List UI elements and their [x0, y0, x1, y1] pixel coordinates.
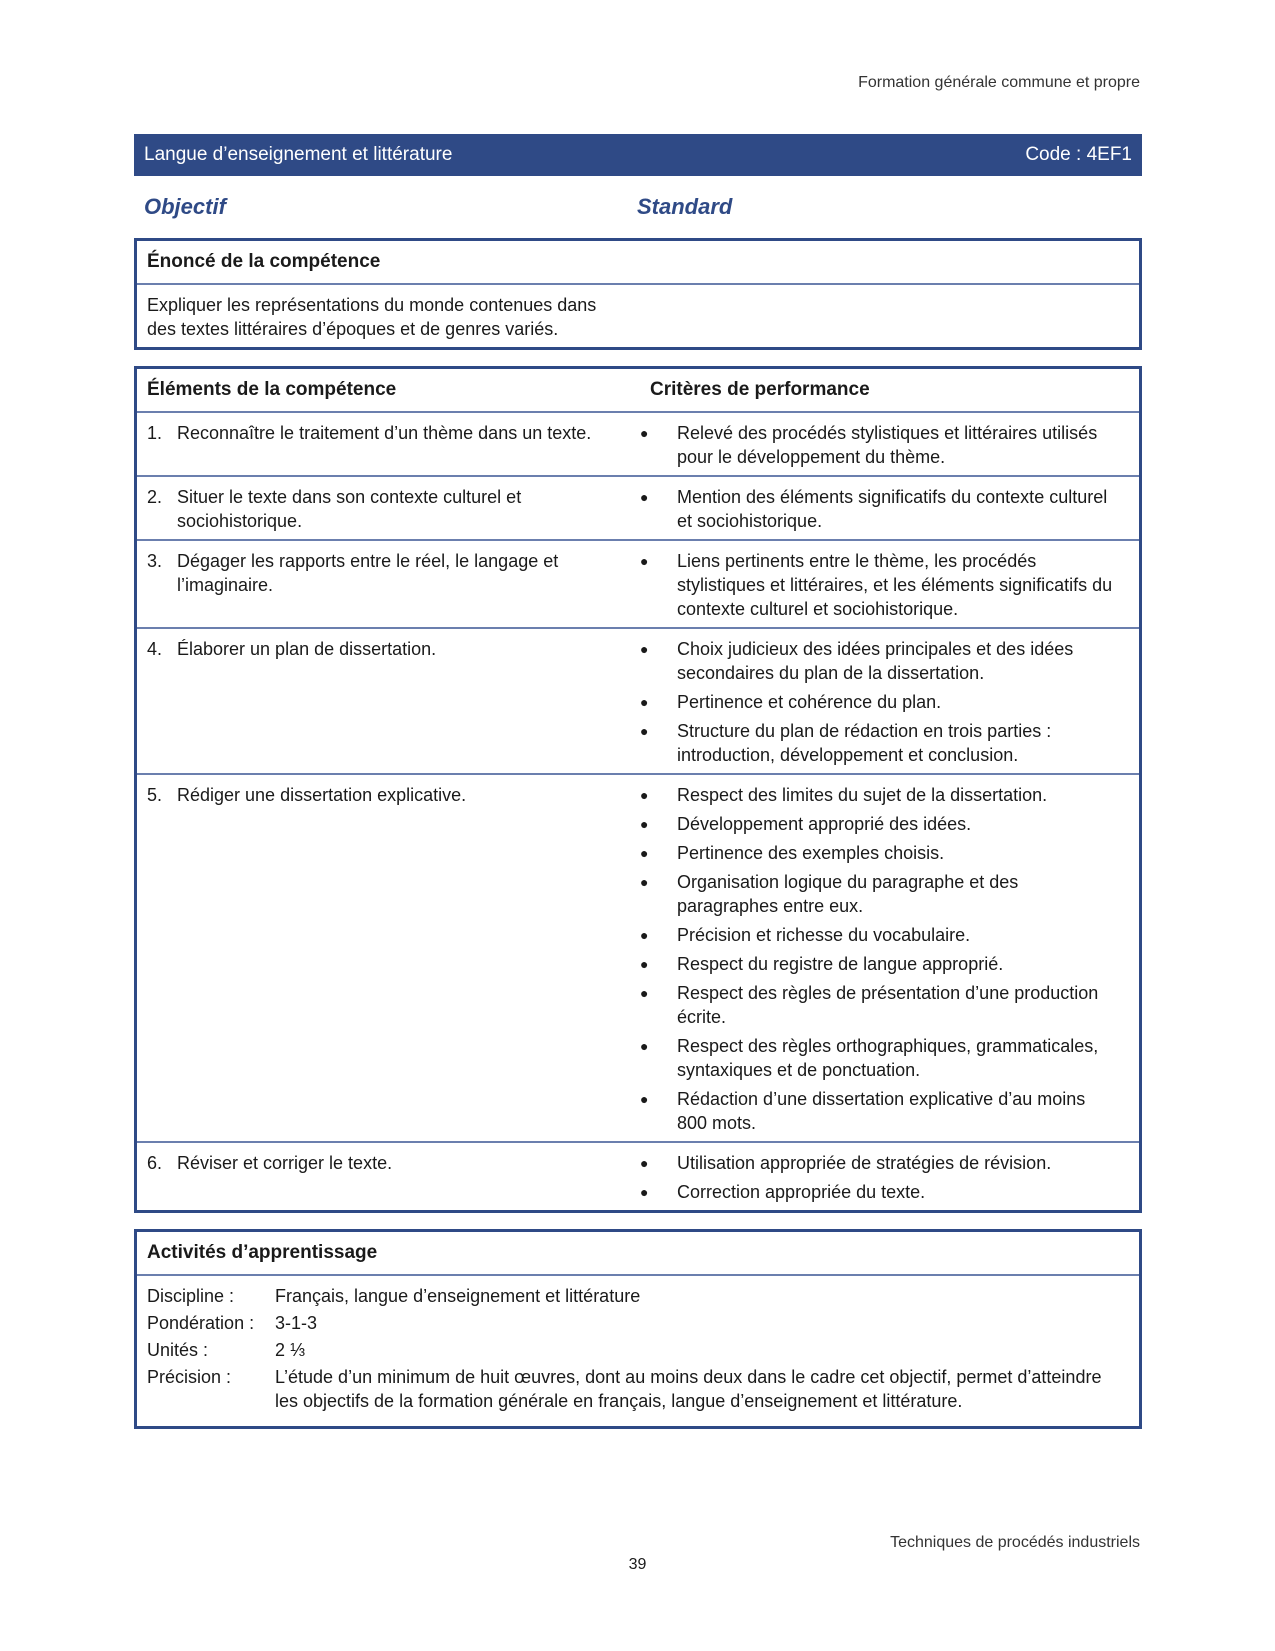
page-number: 39: [628, 1556, 647, 1573]
criterion-item: [640, 1034, 1130, 1082]
criterion-text: Mention des éléments significatifs du contexte culturel et sociohistorique.: [677, 487, 1108, 531]
bullet-icon: ●: [640, 489, 649, 505]
bullet-icon: ●: [640, 1038, 649, 1054]
element-text: Réviser et corriger le texte.: [177, 1153, 393, 1173]
element-rows: [137, 413, 1139, 1210]
element-cell: [137, 783, 640, 1135]
criterion-text: Rédaction d’une dissertation explicative d’au moins 800 mots.: [677, 1089, 1086, 1133]
bullet-icon: ●: [640, 1091, 649, 1107]
bullet-icon: ●: [640, 1184, 649, 1200]
activity-field: [147, 1311, 1129, 1335]
element-number: 3.: [147, 551, 163, 571]
element-cell: [137, 421, 640, 469]
elements-heading: [137, 369, 1139, 413]
element-text: Élaborer un plan de dissertation.: [177, 639, 437, 659]
criteria-cell: [640, 549, 1130, 621]
criterion-item: [640, 923, 1130, 947]
criterion-item: [640, 1087, 1130, 1135]
enonce-text: Expliquer les représentations du monde contenues dans des textes littéraires d’époques et de genres variés.: [147, 295, 597, 339]
activity-field-label: Unités :: [147, 1340, 209, 1360]
enonce-box: [134, 238, 1142, 350]
element-text: Rédiger une dissertation explicative.: [177, 785, 467, 805]
activity-field-value: 3-1-3: [275, 1313, 318, 1333]
criterion-item: [640, 841, 1130, 865]
criterion-item: [640, 812, 1130, 836]
enonce-heading: Énoncé de la compétence: [137, 241, 1139, 285]
criteria-cell: [640, 1151, 1130, 1204]
objectif-label: Objectif: [144, 194, 226, 219]
element-row: [137, 541, 1139, 629]
criterion-text: Respect des règles orthographiques, grammaticales, syntaxiques et de ponctuation.: [677, 1036, 1099, 1080]
criteria-cell: [640, 783, 1130, 1135]
element-cell: [137, 1151, 640, 1204]
element-number: 2.: [147, 487, 163, 507]
element-number: 6.: [147, 1153, 163, 1173]
element-text: Reconnaître le traitement d’un thème dans un texte.: [177, 423, 592, 443]
bullet-icon: ●: [640, 874, 649, 890]
criterion-item: [640, 952, 1130, 976]
bullet-icon: ●: [640, 956, 649, 972]
criterion-text: Respect des limites du sujet de la dissertation.: [677, 785, 1048, 805]
bullet-icon: ●: [640, 787, 649, 803]
criterion-text: Pertinence et cohérence du plan.: [677, 692, 942, 712]
elements-heading-right: Critères de performance: [650, 379, 870, 400]
competency-sheet: [134, 134, 1142, 1429]
activity-field: [147, 1365, 1129, 1413]
bullet-icon: ●: [640, 425, 649, 441]
bullet-icon: ●: [640, 845, 649, 861]
bullet-icon: ●: [640, 816, 649, 832]
activites-body: [137, 1276, 1139, 1426]
standard-label: Standard: [637, 194, 733, 219]
activity-field: [147, 1284, 1129, 1308]
course-title: Langue d’enseignement et littérature: [144, 144, 453, 165]
element-text: Dégager les rapports entre le réel, le langage et l’imaginaire.: [177, 551, 559, 595]
activity-field: [147, 1338, 1129, 1362]
criterion-text: Respect des règles de présentation d’une production écrite.: [677, 983, 1099, 1027]
activity-field-label: Pondération :: [147, 1313, 255, 1333]
bullet-icon: ●: [640, 641, 649, 657]
element-row: [137, 413, 1139, 477]
title-bar: [134, 134, 1142, 176]
course-code: Code : 4EF1: [1025, 144, 1132, 165]
element-cell: [137, 485, 640, 533]
activity-field-label: Précision :: [147, 1367, 232, 1387]
criteria-cell: [640, 485, 1130, 533]
element-row: [137, 775, 1139, 1143]
criterion-text: Organisation logique du paragraphe et des paragraphes entre eux.: [677, 872, 1019, 916]
criterion-text: Correction appropriée du texte.: [677, 1182, 926, 1202]
criterion-text: Pertinence des exemples choisis.: [677, 843, 945, 863]
bullet-icon: ●: [640, 985, 649, 1001]
criterion-item: [640, 637, 1130, 685]
element-cell: [137, 549, 640, 621]
element-number: 5.: [147, 785, 163, 805]
objective-standard-labels: [134, 194, 1142, 220]
bullet-icon: ●: [640, 1155, 649, 1171]
bullet-icon: ●: [640, 694, 649, 710]
criterion-item: [640, 690, 1130, 714]
activity-field-value: 2 ⅓: [275, 1340, 306, 1360]
criterion-text: Liens pertinents entre le thème, les procédés stylistiques et littéraires, et les éléments significatifs du contexte culturel et sociohistorique.: [677, 551, 1113, 619]
elements-box: [134, 366, 1142, 1213]
element-text: Situer le texte dans son contexte culturel et sociohistorique.: [177, 487, 522, 531]
criteria-cell: [640, 421, 1130, 469]
bullet-icon: ●: [640, 553, 649, 569]
activites-heading: Activités d’apprentissage: [137, 1232, 1139, 1276]
bullet-icon: ●: [640, 927, 649, 943]
criterion-item: [640, 1180, 1130, 1204]
criterion-item: [640, 421, 1130, 469]
criterion-text: Relevé des procédés stylistiques et littéraires utilisés pour le développement du thème.: [677, 423, 1098, 467]
criterion-item: [640, 719, 1130, 767]
activites-box: [134, 1229, 1142, 1429]
criterion-item: [640, 783, 1130, 807]
criteria-cell: [640, 637, 1130, 767]
criterion-text: Précision et richesse du vocabulaire.: [677, 925, 971, 945]
element-cell: [137, 637, 640, 767]
criterion-text: Choix judicieux des idées principales et des idées secondaires du plan de la dissertation.: [677, 639, 1074, 683]
criterion-text: Structure du plan de rédaction en trois parties : introduction, développement et conclusion.: [677, 721, 1052, 765]
page-footer: Techniques de procédés industriels: [890, 1534, 1140, 1551]
criterion-item: [640, 870, 1130, 918]
element-row: [137, 477, 1139, 541]
element-row: [137, 1143, 1139, 1210]
page-header: Formation générale commune et propre: [858, 74, 1140, 91]
elements-heading-left: Éléments de la compétence: [147, 379, 397, 400]
criterion-item: [640, 549, 1130, 621]
criterion-text: Utilisation appropriée de stratégies de révision.: [677, 1153, 1052, 1173]
element-number: 4.: [147, 639, 163, 659]
criterion-item: [640, 981, 1130, 1029]
element-row: [137, 629, 1139, 775]
criterion-item: [640, 1151, 1130, 1175]
criterion-text: Développement approprié des idées.: [677, 814, 972, 834]
element-number: 1.: [147, 423, 163, 443]
criterion-item: [640, 485, 1130, 533]
activity-field-value: Français, langue d’enseignement et littérature: [275, 1286, 641, 1306]
activity-field-label: Discipline :: [147, 1286, 235, 1306]
bullet-icon: ●: [640, 723, 649, 739]
criterion-text: Respect du registre de langue approprié.: [677, 954, 1004, 974]
activity-field-value: L’étude d’un minimum de huit œuvres, dont au moins deux dans le cadre cet objectif, permet d’atteindre les objectifs de la formation générale en français, langue d’enseignement et littérature.: [275, 1367, 1102, 1411]
